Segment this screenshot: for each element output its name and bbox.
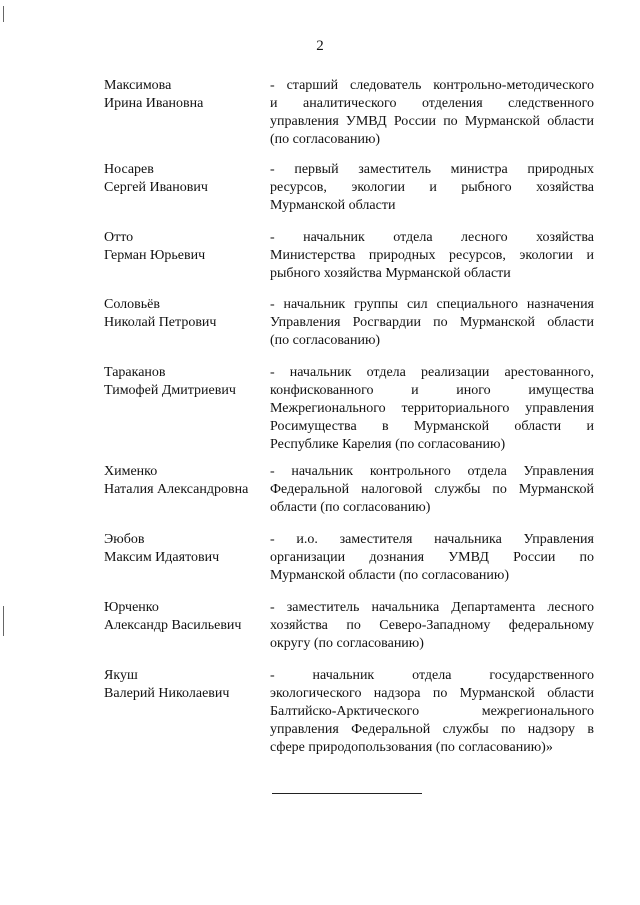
member-name [104, 463, 264, 499]
member-surname: Юрченко [104, 600, 159, 615]
member-given-names: Ирина Ивановна [104, 96, 204, 111]
member-name [104, 296, 264, 332]
member-name [104, 531, 264, 567]
role-line: Росимущества в Мурманской области и [270, 419, 594, 434]
member-role [270, 364, 594, 454]
page-number: 2 [316, 38, 324, 54]
role-line: - заместитель начальника Департамента лесного [270, 600, 594, 615]
member-role [270, 161, 594, 215]
role-line: Балтийско-Арктического межрегионального [270, 704, 594, 719]
member-given-names: Александр Васильевич [104, 618, 242, 633]
role-line: организации дознания УМВД России по [270, 550, 594, 565]
member-given-names: Герман Юрьевич [104, 248, 206, 263]
role-line: (по согласованию) [270, 333, 381, 348]
role-line: Министерства природных ресурсов, экологии и [270, 248, 594, 263]
member-role [270, 296, 594, 350]
member-name [104, 77, 264, 113]
member-name [104, 161, 264, 197]
member-role [270, 667, 594, 757]
role-line: Республике Карелия (по согласованию) [270, 437, 506, 452]
member-given-names: Наталия Александровна [104, 482, 249, 497]
scan-margin-mark-middle [3, 606, 4, 636]
role-line: управления Федеральной службы по надзору в [270, 722, 594, 737]
member-surname: Носарев [104, 162, 154, 177]
member-role [270, 463, 594, 517]
member-name [104, 599, 264, 635]
role-line: - старший следователь контрольно-методического [270, 78, 594, 93]
role-line: - начальник отдела реализации арестованного, [270, 365, 594, 380]
member-given-names: Тимофей Дмитриевич [104, 383, 236, 398]
role-line: области (по согласованию) [270, 500, 431, 515]
member-surname: Максимова [104, 78, 172, 93]
role-line: Мурманской области [270, 198, 396, 213]
role-line: ресурсов, экологии и рыбного хозяйства [270, 180, 594, 195]
role-line: - начальник группы сил специального назначения [270, 297, 594, 312]
end-divider-line [272, 793, 422, 794]
role-line: сфере природопользования (по согласованию)» [270, 740, 553, 755]
member-given-names: Николай Петрович [104, 315, 217, 330]
member-role [270, 599, 594, 653]
member-surname: Эюбов [104, 532, 145, 547]
member-role [270, 77, 594, 149]
member-role [270, 531, 594, 585]
role-line: Мурманской области (по согласованию) [270, 568, 510, 583]
role-line: - и.о. заместителя начальника Управления [270, 532, 594, 547]
role-line: рыбного хозяйства Мурманской области [270, 266, 511, 281]
member-given-names: Максим Идаятович [104, 550, 220, 565]
role-line: хозяйства по Северо-Западному федеральному [270, 618, 594, 633]
member-surname: Хименко [104, 464, 158, 479]
role-line: - первый заместитель министра природных [270, 162, 594, 177]
member-name [104, 667, 264, 703]
role-line: округу (по согласованию) [270, 636, 424, 651]
member-surname: Отто [104, 230, 134, 245]
role-line: и аналитического отделения следственного [270, 96, 594, 111]
member-role [270, 229, 594, 283]
role-line: - начальник отдела лесного хозяйства [270, 230, 594, 245]
role-line: управления УМВД России по Мурманской области [270, 114, 594, 129]
role-line: - начальник контрольного отдела Управления [270, 464, 594, 479]
role-line: экологического надзора по Мурманской области [270, 686, 594, 701]
member-given-names: Сергей Иванович [104, 180, 208, 195]
member-surname: Соловьёв [104, 297, 160, 312]
member-surname: Тараканов [104, 365, 166, 380]
member-name [104, 229, 264, 265]
role-line: - начальник отдела государственного [270, 668, 594, 683]
role-line: Федеральной налоговой службы по Мурманской [270, 482, 594, 497]
member-surname: Якуш [104, 668, 138, 683]
role-line: конфискованного и иного имущества [270, 383, 594, 398]
scan-margin-mark-top [3, 6, 4, 22]
member-name [104, 364, 264, 400]
role-line: Управления Росгвардии по Мурманской области [270, 315, 594, 330]
role-line: (по согласованию) [270, 132, 381, 147]
role-line: Межрегионального территориального управления [270, 401, 594, 416]
member-given-names: Валерий Николаевич [104, 686, 230, 701]
